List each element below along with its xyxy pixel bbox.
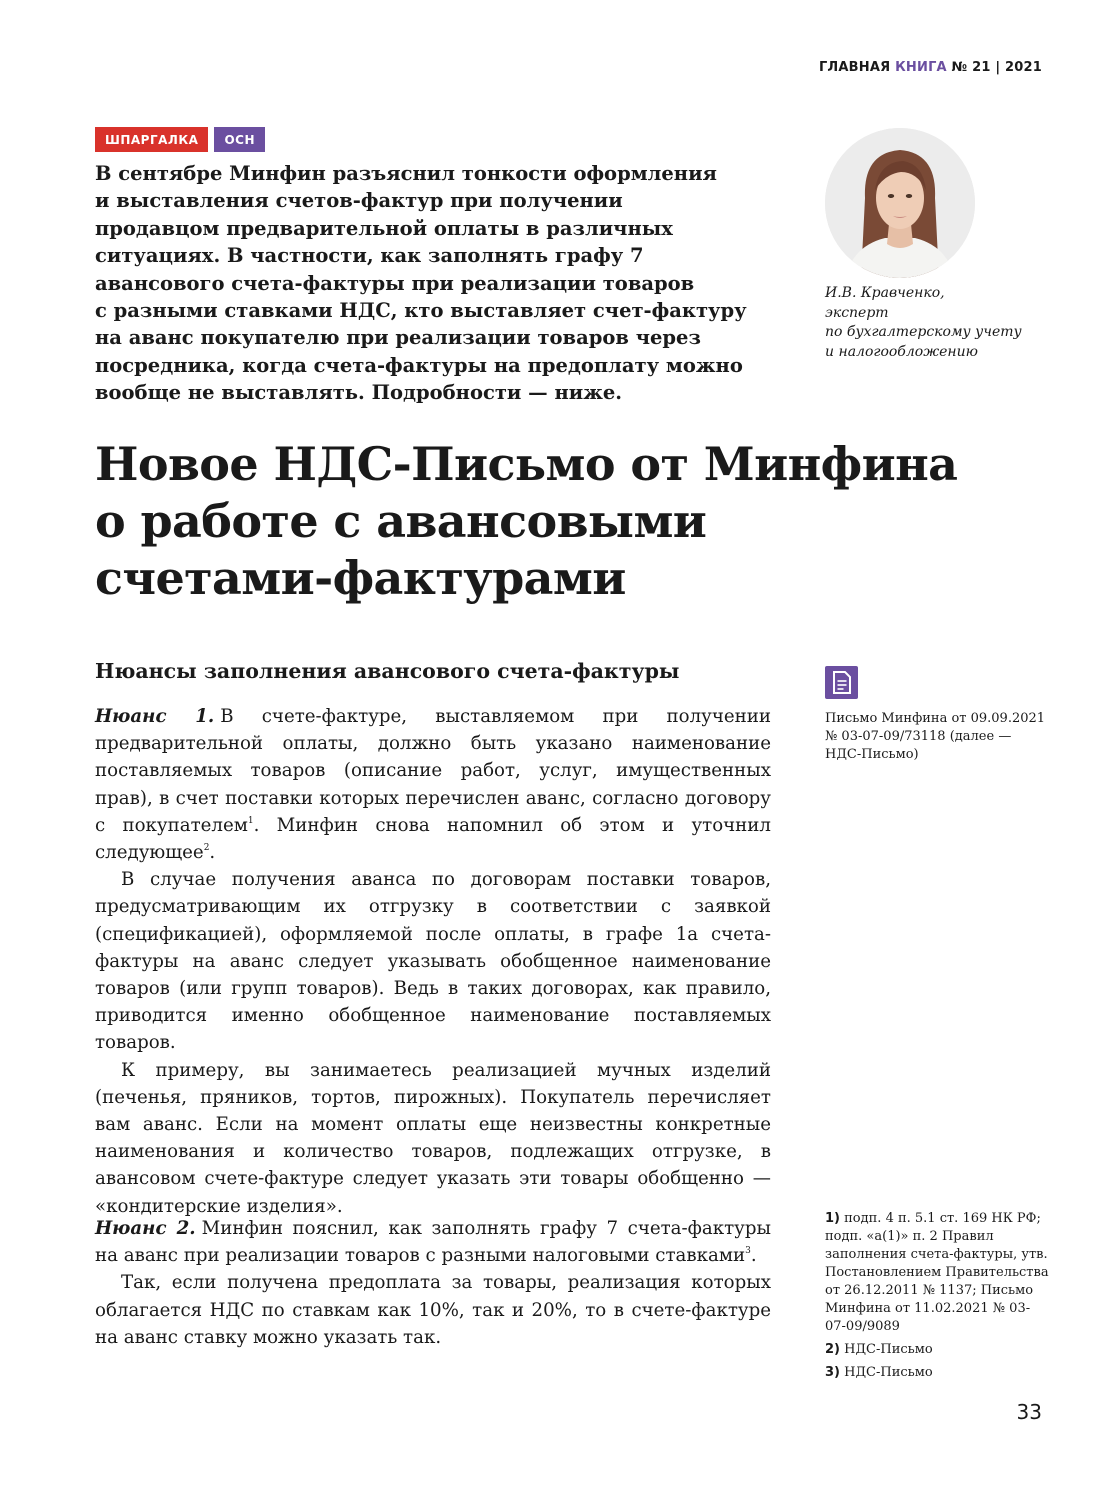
title-line: о работе с авансовыми [95,494,707,548]
author-caption [825,284,1055,362]
source-note [825,710,1055,764]
section-heading: Нюансы заполнения авансового счета-фактуры [95,659,680,683]
page-number: 33 [1016,1400,1042,1424]
footnote-item [825,1341,1050,1359]
footnote-item [825,1210,1050,1336]
author-name: И.В. Кравченко, [825,285,945,301]
nuance-2-label: Нюанс 2. [95,1218,196,1239]
text-fragment: . Минфин снова напомнил об этом и уточнил следующее [95,814,771,864]
tag-osn: ОСН [214,127,265,152]
footnote-ref: 2 [203,843,210,854]
author-portrait-icon [825,128,975,278]
lead-line: авансового счета-фактуры при реализации товаров [95,271,695,295]
rubric-tags [95,127,265,152]
footnote-ref: 3 [745,1246,751,1257]
text-fragment: . [209,842,216,864]
text-fragment: Минфин пояснил, как заполнять графу 7 счета-фактуры на аванс при реализации товаров с разными налоговыми ставками [95,1218,771,1267]
author-role-line: эксперт [825,304,889,321]
nuance-2-block [95,1215,771,1351]
lead-line: В сентябре Минфин разъяснил тонкости оформления [95,162,717,185]
lead-line: продавцом предварительной оплаты в различных [95,216,673,240]
masthead-kniga: КНИГА [895,60,947,75]
masthead-issue: № 21 | 2021 [951,60,1042,75]
nuance-1-paragraph-3: К примеру, вы занимаетесь реализацией мучных изделий (печенья, пряников, тортов, пирожных). Покупатель перечисляет вам аванс. Если на момент оплаты еще неизвестны конкретные наименования и количество товаров, подлежащих отгрузке, в авансовом счете-фактуре следует указать эти товары обобщенно — «кондитерские изделия». [95,1059,771,1217]
author-role-line: по бухгалтерскому учету [825,324,1022,341]
author-photo [825,128,975,278]
lead-line: вообще не выставлять. Подробности — ниже. [95,381,623,405]
footnote-text: НДС-Письмо [844,1365,933,1380]
source-note-line: № 03-07-09/73118 (далее — [825,729,1012,744]
lead-line: на аванс покупателю при реализации товаров через [95,326,701,350]
masthead-main: ГЛАВНАЯ [818,60,891,75]
lead-line: с разными ставками НДС, кто выставляет счет-фактуру [95,299,747,323]
nuance-1-paragraph-1 [95,703,771,866]
footnotes [825,1210,1050,1387]
lead-line: посредника, когда счета-фактуры на предоплату можно [95,353,743,377]
footnote-number: 3) [825,1365,840,1380]
text-fragment: . [750,1245,757,1267]
lead-line: и выставления счетов-фактур при получении [95,189,623,213]
footnote-text: подп. 4 п. 5.1 ст. 169 НК РФ; подп. «а(1)» п. 2 Правил заполнения счета-фактуры, утв. Постановлением Правительства от 26.12.2011 № 1137; Письмо Минфина от 11.02.2021 № 03-07-09/9089 [825,1211,1049,1334]
text-fragment: В счете-фактуре, выставляемом при получении предварительной оплаты, должно быть указано наименование поставляемых товаров (описание работ, услуг, имущественных прав), в счет поставки которых перечислен аванс, согласно договору с покупателем [95,706,771,836]
footnote-ref: 1 [247,815,254,826]
title-line: счетами-фактурами [95,551,626,605]
footnote-number: 2) [825,1342,840,1357]
footnote-number: 1) [825,1211,840,1226]
lead-paragraph [95,160,785,407]
nuance-2-paragraph-2: Так, если получена предоплата за товары, реализация которых облагается НДС по ставкам как 10%, так и 20%, то в счете-фактуре на аванс ставку можно указать так. [95,1272,771,1348]
source-note-line: Письмо Минфина от 09.09.2021 [825,711,1046,726]
author-role-line: и налогообложению [825,343,978,360]
nuance-1-block [95,703,771,1220]
journal-masthead [819,60,1042,75]
footnote-item [825,1364,1050,1382]
nuance-1-paragraph-2: В случае получения аванса по договорам поставки товаров, предусматривающим их отгрузку в соответствии с заявкой (спецификацией), оформляемой после оплаты, в графе 1а счета-фактуры на аванс следует указывать обобщенное наименование товаров (или групп товаров). Ведь в таких договорах, как правило, приводится именно обобщенное наименование поставляемых товаров. [95,869,771,1054]
footnote-text: НДС-Письмо [844,1342,933,1357]
lead-line: ситуациях. В частности, как заполнять графу 7 [95,244,644,268]
tag-cheatsheet: ШПАРГАЛКА [95,127,208,152]
nuance-2-paragraph-1 [95,1215,771,1269]
nuance-1-label: Нюанс 1. [95,706,215,727]
title-line: Новое НДС-Письмо от Минфина [95,437,958,491]
source-note-line: НДС-Письмо) [825,747,919,762]
document-icon [825,666,858,699]
article-title [95,436,1015,607]
